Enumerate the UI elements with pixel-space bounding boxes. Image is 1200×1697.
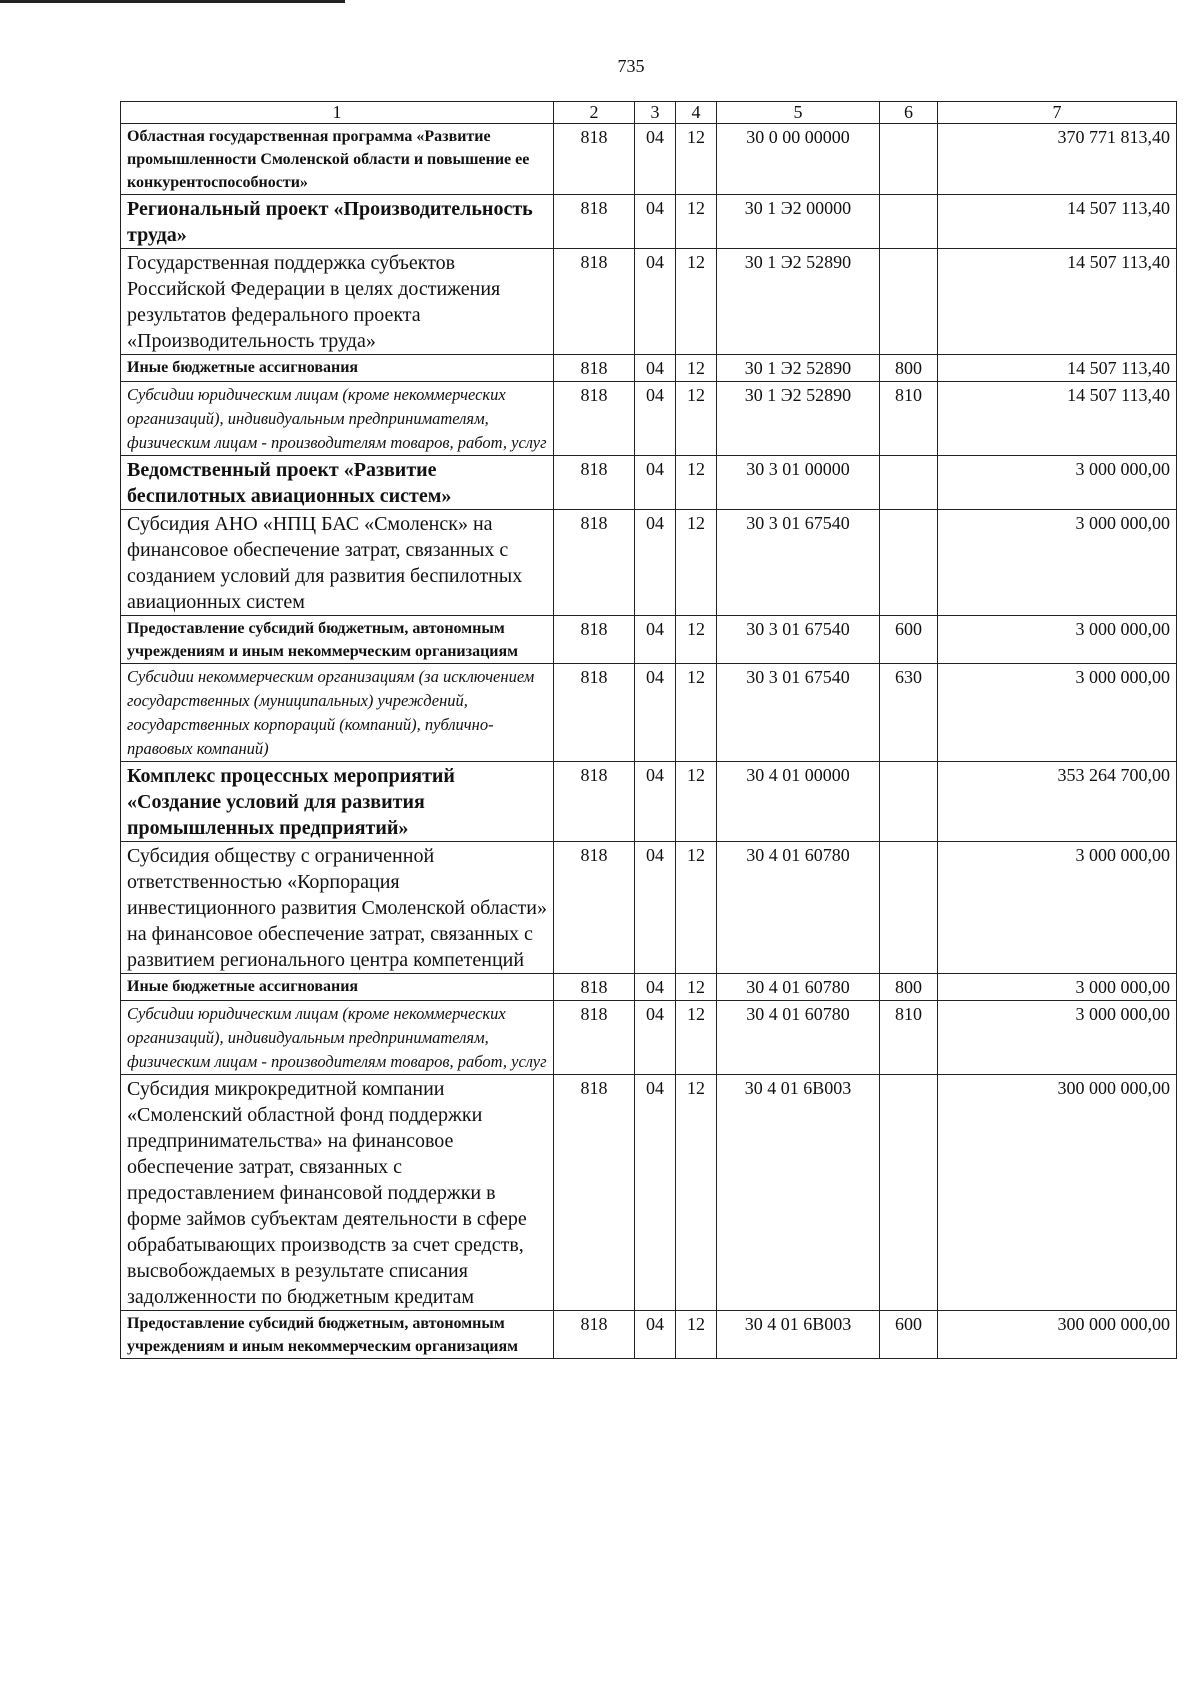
table-row: [121, 1075, 1177, 1311]
row-name: Областная государственная программа «Развитие промышленности Смоленской области и повышение ее конкурентоспособности»: [121, 124, 554, 195]
row-amount: 3 000 000,00: [938, 664, 1177, 762]
table-row: [121, 616, 1177, 664]
row-expense-type: 600: [880, 616, 938, 664]
row-section-code: 04: [635, 616, 676, 664]
row-section-code: 04: [635, 842, 676, 974]
row-section-code: 04: [635, 1001, 676, 1075]
row-name: Субсидии юридическим лицам (кроме некоммерческих организаций), индивидуальным предпринимателям, физическим лицам - производителям товаров, работ, услуг: [121, 1001, 554, 1075]
row-section-code: 04: [635, 124, 676, 195]
table-row: [121, 974, 1177, 1001]
row-admin-code: 818: [554, 616, 635, 664]
row-subsection-code: 12: [676, 456, 717, 510]
header-cell-4: 4: [676, 102, 717, 124]
row-subsection-code: 12: [676, 382, 717, 456]
table-row: [121, 1311, 1177, 1359]
row-target-article: 30 3 01 00000: [717, 456, 880, 510]
row-section-code: 04: [635, 664, 676, 762]
row-expense-type: [880, 124, 938, 195]
top-rule: [0, 0, 345, 3]
row-target-article: 30 4 01 00000: [717, 762, 880, 842]
row-name: Ведомственный проект «Развитие беспилотных авиационных систем»: [121, 456, 554, 510]
row-name: Иные бюджетные ассигнования: [121, 355, 554, 382]
row-amount: 3 000 000,00: [938, 510, 1177, 616]
table-row: [121, 195, 1177, 249]
row-subsection-code: 12: [676, 1001, 717, 1075]
header-cell-6: 6: [880, 102, 938, 124]
row-name: Субсидия обществу с ограниченной ответственностью «Корпорация инвестиционного развития Смоленской области» на финансовое обеспечение затрат, связанных с развитием регионального центра компетенций: [121, 842, 554, 974]
row-expense-type: [880, 762, 938, 842]
row-name: Комплекс процессных мероприятий «Создание условий для развития промышленных предприятий»: [121, 762, 554, 842]
row-expense-type: [880, 249, 938, 355]
row-target-article: 30 3 01 67540: [717, 510, 880, 616]
table-row: [121, 456, 1177, 510]
budget-table-body: [121, 102, 1177, 1359]
row-section-code: 04: [635, 456, 676, 510]
row-subsection-code: 12: [676, 664, 717, 762]
row-subsection-code: 12: [676, 355, 717, 382]
table-row: [121, 382, 1177, 456]
row-target-article: 30 4 01 60780: [717, 1001, 880, 1075]
row-admin-code: 818: [554, 195, 635, 249]
row-section-code: 04: [635, 762, 676, 842]
row-admin-code: 818: [554, 355, 635, 382]
row-subsection-code: 12: [676, 616, 717, 664]
row-expense-type: 800: [880, 355, 938, 382]
row-expense-type: [880, 510, 938, 616]
table-row: [121, 355, 1177, 382]
row-target-article: 30 4 01 60780: [717, 842, 880, 974]
row-target-article: 30 0 00 00000: [717, 124, 880, 195]
row-section-code: 04: [635, 382, 676, 456]
table-row: [121, 664, 1177, 762]
row-admin-code: 818: [554, 1001, 635, 1075]
row-target-article: 30 3 01 67540: [717, 664, 880, 762]
row-amount: 300 000 000,00: [938, 1311, 1177, 1359]
row-amount: 14 507 113,40: [938, 249, 1177, 355]
row-admin-code: 818: [554, 1075, 635, 1311]
row-expense-type: 810: [880, 382, 938, 456]
row-target-article: 30 1 Э2 52890: [717, 382, 880, 456]
row-expense-type: 630: [880, 664, 938, 762]
row-expense-type: [880, 1075, 938, 1311]
row-admin-code: 818: [554, 762, 635, 842]
table-row: [121, 124, 1177, 195]
header-cell-3: 3: [635, 102, 676, 124]
row-target-article: 30 1 Э2 52890: [717, 249, 880, 355]
row-target-article: 30 3 01 67540: [717, 616, 880, 664]
row-amount: 353 264 700,00: [938, 762, 1177, 842]
row-admin-code: 818: [554, 664, 635, 762]
row-subsection-code: 12: [676, 1311, 717, 1359]
row-expense-type: 600: [880, 1311, 938, 1359]
row-section-code: 04: [635, 249, 676, 355]
row-expense-type: [880, 842, 938, 974]
row-amount: 14 507 113,40: [938, 382, 1177, 456]
row-expense-type: [880, 456, 938, 510]
row-target-article: 30 1 Э2 00000: [717, 195, 880, 249]
row-admin-code: 818: [554, 124, 635, 195]
row-section-code: 04: [635, 355, 676, 382]
row-admin-code: 818: [554, 1311, 635, 1359]
row-amount: 3 000 000,00: [938, 974, 1177, 1001]
table-row: [121, 510, 1177, 616]
row-name: Субсидия АНО «НПЦ БАС «Смоленск» на финансовое обеспечение затрат, связанных с созданием условий для развития беспилотных авиационных систем: [121, 510, 554, 616]
header-cell-7: 7: [938, 102, 1177, 124]
row-subsection-code: 12: [676, 124, 717, 195]
table-row: [121, 249, 1177, 355]
row-target-article: 30 4 01 6В003: [717, 1311, 880, 1359]
row-subsection-code: 12: [676, 249, 717, 355]
table-row: [121, 842, 1177, 974]
row-section-code: 04: [635, 1075, 676, 1311]
row-amount: 3 000 000,00: [938, 842, 1177, 974]
row-name: Государственная поддержка субъектов Российской Федерации в целях достижения результатов федерального проекта «Производительность труда»: [121, 249, 554, 355]
row-admin-code: 818: [554, 456, 635, 510]
row-amount: 14 507 113,40: [938, 195, 1177, 249]
row-amount: 3 000 000,00: [938, 616, 1177, 664]
header-cell-5: 5: [717, 102, 880, 124]
page-number: 735: [617, 56, 645, 76]
header-cell-2: 2: [554, 102, 635, 124]
row-subsection-code: 12: [676, 762, 717, 842]
budget-table: [120, 101, 1177, 1359]
table-row: [121, 1001, 1177, 1075]
row-target-article: 30 1 Э2 52890: [717, 355, 880, 382]
row-admin-code: 818: [554, 842, 635, 974]
row-admin-code: 818: [554, 510, 635, 616]
row-amount: 370 771 813,40: [938, 124, 1177, 195]
row-subsection-code: 12: [676, 1075, 717, 1311]
row-target-article: 30 4 01 6В003: [717, 1075, 880, 1311]
row-name: Предоставление субсидий бюджетным, автономным учреждениям и иным некоммерческим организациям: [121, 1311, 554, 1359]
row-name: Субсидии некоммерческим организациям (за исключением государственных (муниципальных) учреждений, государственных корпораций (компаний), публично-правовых компаний): [121, 664, 554, 762]
header-cell-1: 1: [121, 102, 554, 124]
row-name: Предоставление субсидий бюджетным, автономным учреждениям и иным некоммерческим организациям: [121, 616, 554, 664]
row-section-code: 04: [635, 1311, 676, 1359]
row-section-code: 04: [635, 195, 676, 249]
row-subsection-code: 12: [676, 974, 717, 1001]
row-subsection-code: 12: [676, 510, 717, 616]
row-admin-code: 818: [554, 382, 635, 456]
row-name: Иные бюджетные ассигнования: [121, 974, 554, 1001]
row-section-code: 04: [635, 974, 676, 1001]
row-name: Субсидия микрокредитной компании «Смоленский областной фонд поддержки предпринимательства» на финансовое обеспечение затрат, связанных с предоставлением финансовой поддержки в форме займов субъектам деятельности в сфере обрабатывающих производств за счет средств, высвобождаемых в результате списания задолженности по бюджетным кредитам: [121, 1075, 554, 1311]
row-name: Субсидии юридическим лицам (кроме некоммерческих организаций), индивидуальным предпринимателям, физическим лицам - производителям товаров, работ, услуг: [121, 382, 554, 456]
row-subsection-code: 12: [676, 195, 717, 249]
row-section-code: 04: [635, 510, 676, 616]
row-admin-code: 818: [554, 974, 635, 1001]
header-row: [121, 102, 1177, 124]
row-target-article: 30 4 01 60780: [717, 974, 880, 1001]
row-amount: 300 000 000,00: [938, 1075, 1177, 1311]
row-amount: 3 000 000,00: [938, 1001, 1177, 1075]
row-subsection-code: 12: [676, 842, 717, 974]
row-amount: 14 507 113,40: [938, 355, 1177, 382]
row-expense-type: 800: [880, 974, 938, 1001]
row-expense-type: 810: [880, 1001, 938, 1075]
row-amount: 3 000 000,00: [938, 456, 1177, 510]
row-admin-code: 818: [554, 249, 635, 355]
row-expense-type: [880, 195, 938, 249]
row-name: Региональный проект «Производительность труда»: [121, 195, 554, 249]
table-row: [121, 762, 1177, 842]
